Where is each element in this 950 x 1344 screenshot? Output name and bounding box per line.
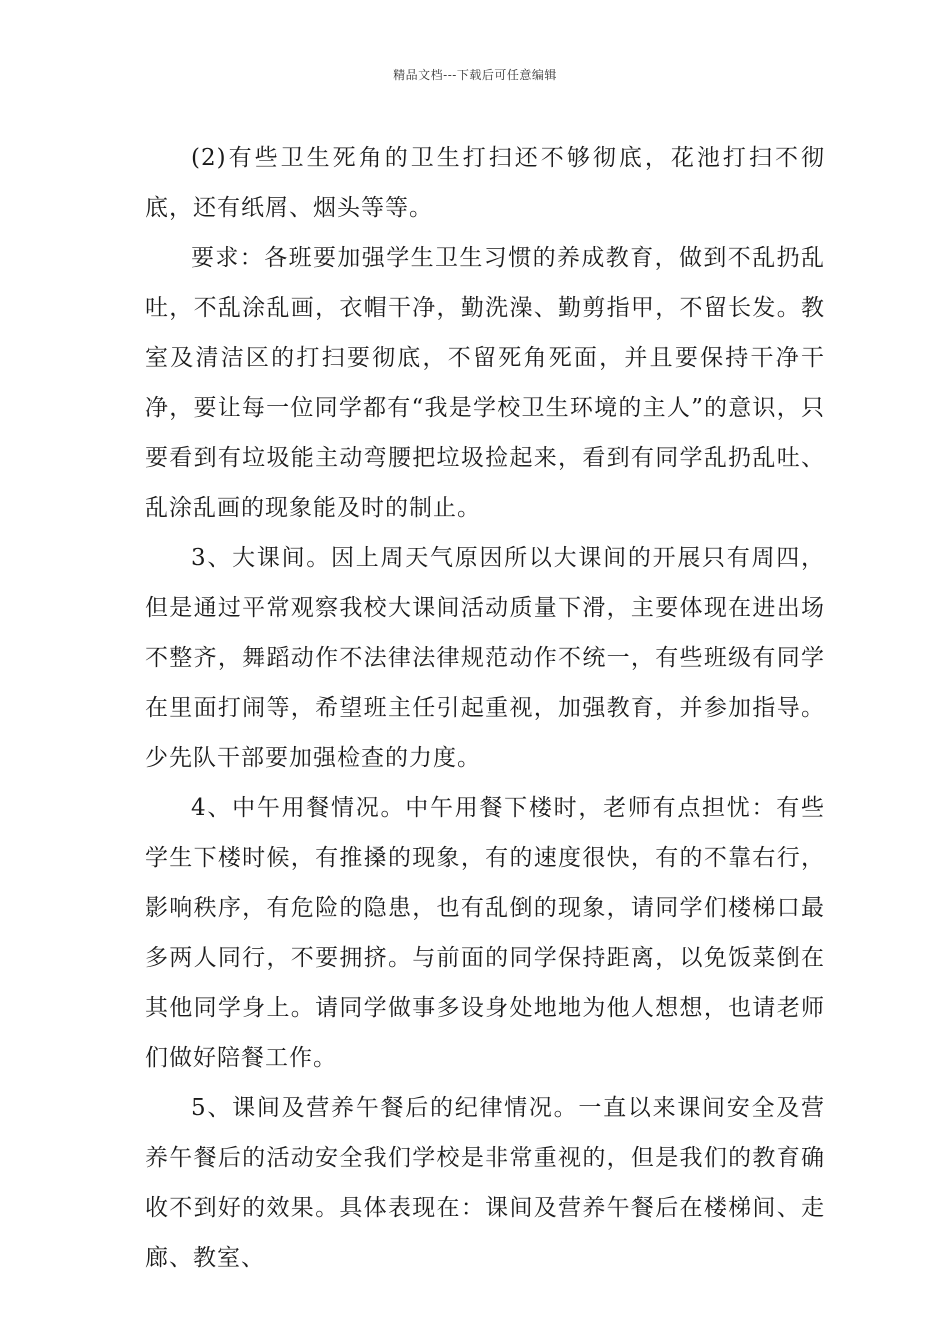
paragraph-requirements: 要求：各班要加强学生卫生习惯的养成教育，做到不乱扔乱吐，不乱涂乱画，衣帽干净，勤洗澡、勤剪指甲，不留长发。教室及清洁区的打扫要彻底，不留死角死面，并且要保持干净干净，要让每一位同学都有“我是学校卫生环境的主人”的意识，只要看到有垃圾能主动弯腰把垃圾捡起来，看到有同学乱扔乱吐、乱涂乱画的现象能及时的制止。 xyxy=(145,245,825,521)
paragraph-hygiene-corners: (2)有些卫生死角的卫生打扫还不够彻底，花池打扫不彻底，还有纸屑、烟头等等。 xyxy=(145,145,825,221)
paragraph-lunch: 4、中午用餐情况。中午用餐下楼时，老师有点担忧：有些学生下楼时候，有推搡的现象，有的速度很快，有的不靠右行，影响秩序，有危险的隐患，也有乱倒的现象，请同学们楼梯口最多两人同行，不要拥挤。与前面的同学保持距离，以免饭菜倒在其他同学身上。请同学做事多设身处地地为他人想想，也请老师们做好陪餐工作。 xyxy=(145,795,825,1071)
paragraph-big-break: 3、大课间。因上周天气原因所以大课间的开展只有周四，但是通过平常观察我校大课间活动质量下滑，主要体现在进出场不整齐，舞蹈动作不法律法律规范动作不统一，有些班级有同学在里面打闹等，希望班主任引起重视，加强教育，并参加指导。少先队干部要加强检查的力度。 xyxy=(145,545,825,771)
document-body xyxy=(145,133,825,1283)
page-header: 精品文档---下载后可任意编辑 xyxy=(393,68,557,82)
paragraph-discipline: 5、课间及营养午餐后的纪律情况。一直以来课间安全及营养午餐后的活动安全我们学校是非常重视的，但是我们的教育确收不到好的效果。具体表现在：课间及营养午餐后在楼梯间、走廊、教室、 xyxy=(145,1095,825,1271)
